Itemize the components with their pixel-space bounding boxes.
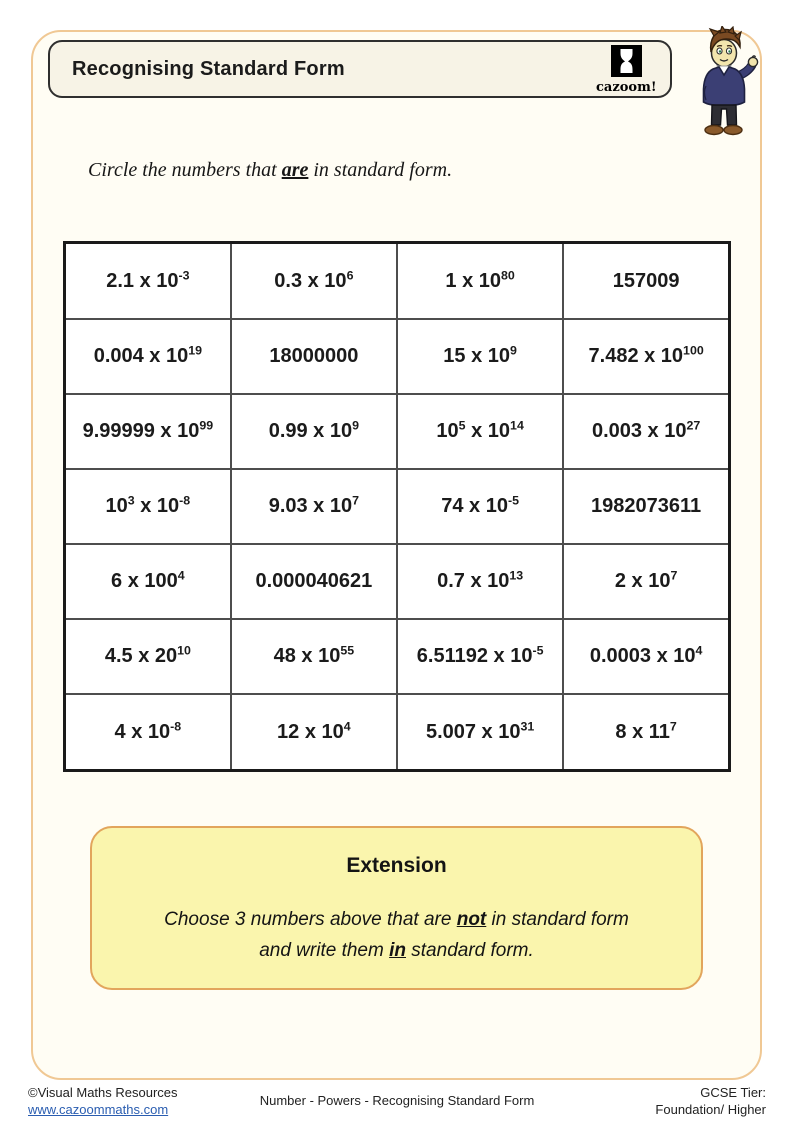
cazoom-logo-text: cazoom! — [596, 80, 657, 95]
extension-instruction — [92, 904, 701, 966]
footer-topic-text: Number - Powers - Recognising Standard Form — [259, 1093, 535, 1108]
number-cell: 48 x $10^{55}$ — [231, 619, 397, 694]
number-cell: 6.51192 x $10^{-5}$ — [397, 619, 563, 694]
number-cell: 0.0003 x $10^4$ — [563, 619, 729, 694]
table-row — [65, 544, 730, 619]
copyright-text: ©Visual Maths Resources — [28, 1085, 178, 1100]
table-row — [65, 243, 730, 320]
table-row — [65, 469, 730, 544]
page-title: Recognising Standard Form — [72, 57, 345, 80]
header-box — [48, 40, 672, 98]
number-cell: 1 x $10^{80}$ — [397, 243, 563, 320]
number-cell: 8 x $11^7$ — [563, 694, 729, 771]
mascot-boy-illustration — [686, 26, 762, 142]
number-cell: 157009 — [563, 243, 729, 320]
number-cell: 0.7 x $10^{13}$ — [397, 544, 563, 619]
number-cell: 2.1 x $10^{-3}$ — [65, 243, 231, 320]
number-cell: 0.004 x $10^{19}$ — [65, 319, 231, 394]
number-cell: 0.3 x $10^6$ — [231, 243, 397, 320]
table-row — [65, 319, 730, 394]
number-cell: 0.99 x $10^9$ — [231, 394, 397, 469]
number-cell: 6 x $100^4$ — [65, 544, 231, 619]
number-cell: 7.482 x $10^{100}$ — [563, 319, 729, 394]
number-cell: 1982073611 — [563, 469, 729, 544]
number-cell: $10^5$ x $10^{14}$ — [397, 394, 563, 469]
table-row — [65, 694, 730, 771]
number-cell: 0.003 x $10^{27}$ — [563, 394, 729, 469]
number-cell: 12 x $10^4$ — [231, 694, 397, 771]
number-cell: 4 x $10^{-8}$ — [65, 694, 231, 771]
gcse-tier-label: GCSE Tier: — [700, 1085, 766, 1100]
table-row — [65, 394, 730, 469]
number-cell: 4.5 x $20^{10}$ — [65, 619, 231, 694]
extension-title: Extension — [346, 854, 447, 877]
number-cell: 0.000040621 — [231, 544, 397, 619]
gcse-tier-value: Foundation/ Higher — [655, 1102, 766, 1117]
footer-right — [655, 1084, 766, 1118]
number-cell: 15 x $10^9$ — [397, 319, 563, 394]
website-link[interactable]: www.cazoommaths.com — [28, 1102, 169, 1117]
instruction-text: Circle the numbers that are in standard form. — [88, 159, 453, 181]
number-cell: 18000000 — [231, 319, 397, 394]
extension-box — [90, 826, 703, 990]
number-cell: 2 x $10^7$ — [563, 544, 729, 619]
number-cell: 5.007 x $10^{31}$ — [397, 694, 563, 771]
hourglass-icon — [611, 45, 642, 77]
extension-line-1: Choose 3 numbers above that are not in standard form — [164, 909, 629, 930]
number-cell: 9.99999 x $10^{99}$ — [65, 394, 231, 469]
numbers-table — [63, 241, 731, 772]
cazoom-logo — [596, 45, 656, 95]
table-row — [65, 619, 730, 694]
number-cell: 74 x $10^{-5}$ — [397, 469, 563, 544]
number-cell: $10^3$ x $10^{-8}$ — [65, 469, 231, 544]
number-cell: 9.03 x $10^7$ — [231, 469, 397, 544]
extension-line-2: and write them in standard form. — [259, 940, 534, 961]
